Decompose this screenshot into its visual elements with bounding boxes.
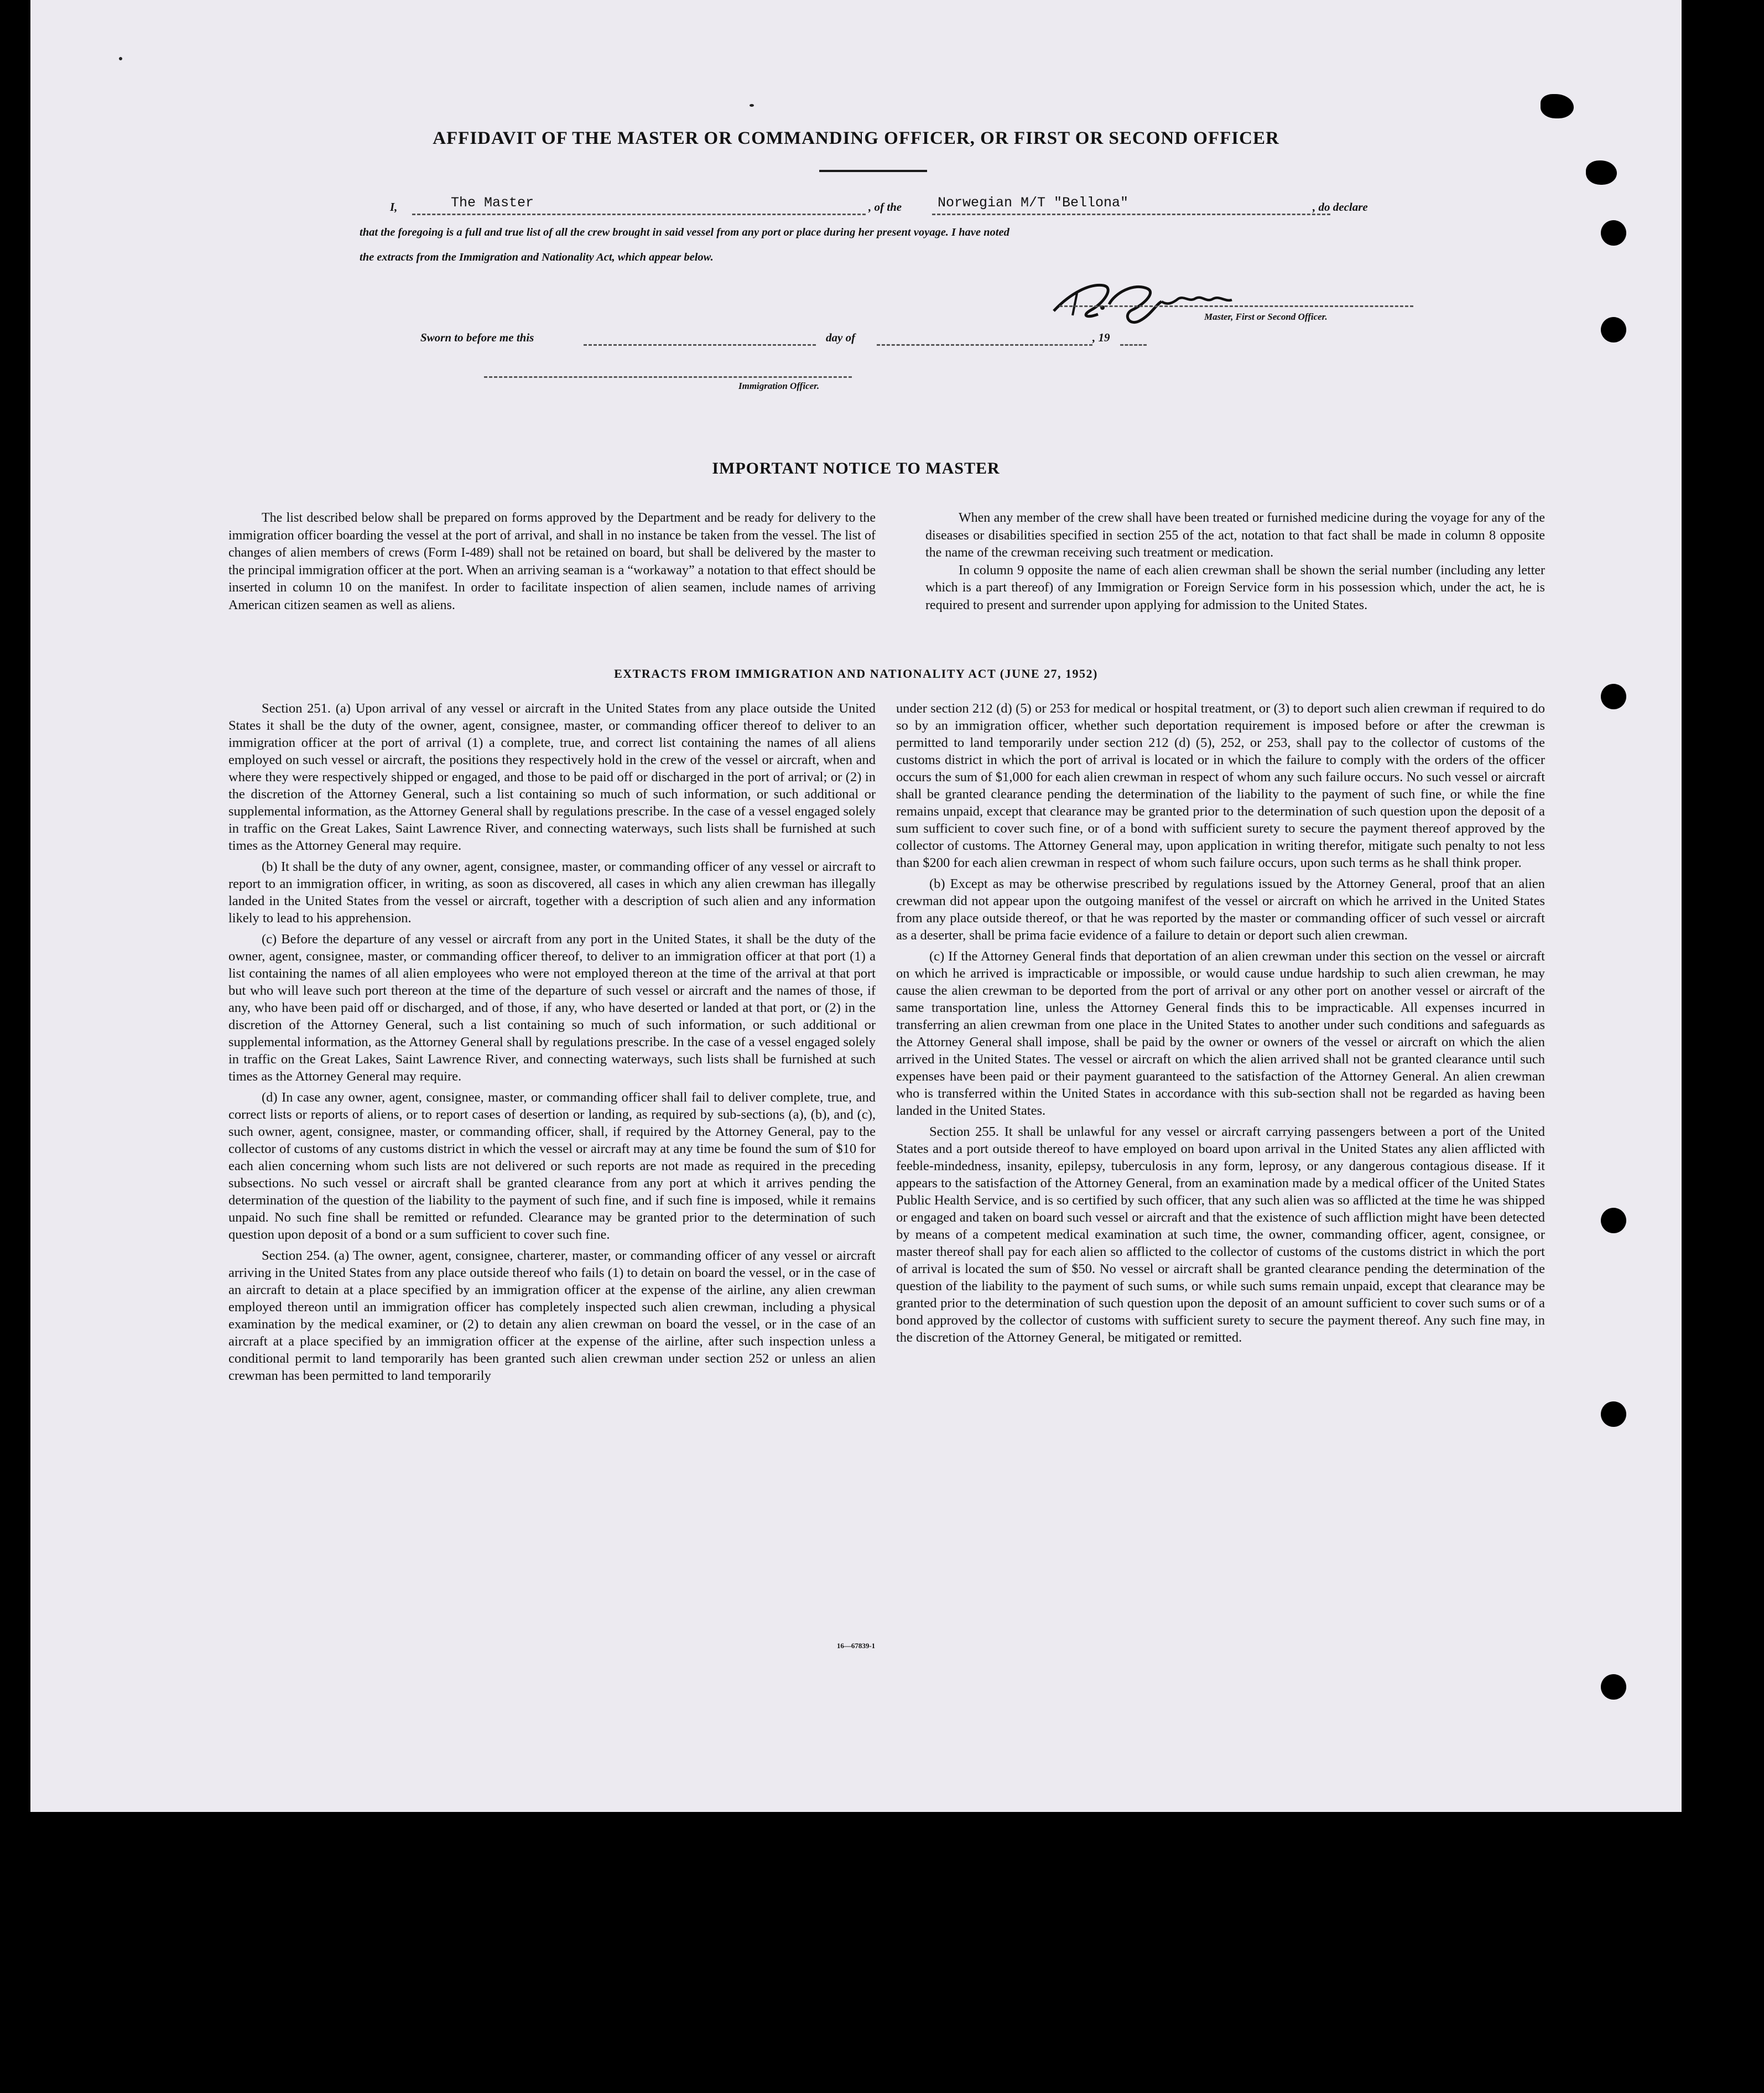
vessel-name-value: Norwegian M/T "Bellona" <box>938 195 1129 211</box>
section-254-a-continued: under section 212 (d) (5) or 253 for medical or hospital treatment, or (3) to deport such alien crewman if required to do so by an immigration officer, whether such deportation requirement is imposed before or after the crewman is permitted to land temporarily under section 212 (d) (5), 252, or 253, shall pay to the collector of customs of the customs district in which the port of arrival is located or in which the failure to comply with the orders of the officer occurs the sum of $1,000 for each alien crewman in respect of whom any such failure occurs. No such vessel or aircraft shall be granted clearance pending the determination of the liability to the payment of such fine, or while the fine remains unpaid, except that clearance may be granted prior to the determination of such question upon the deposit of a sum sufficient to cover such fine, or of a bond with sufficient surety to secure the payment thereof approved by the collector of customs. The Attorney General may, upon application in writing therefor, mitigate such penalty to not less than $200 for each alien crewman in respect of whom such failure occurs, upon such terms as he shall think proper. <box>896 701 1545 870</box>
declaration-line-3: the extracts from the Immigration and Nationality Act, which appear below. <box>360 251 714 263</box>
master-name-field-line <box>412 214 866 215</box>
of-the-label: , of the <box>868 200 902 214</box>
hole-punch <box>1601 1401 1626 1427</box>
section-251-c: (c) Before the departure of any vessel or aircraft from any port in the United States, it shall be the duty of the owner, agent, consignee, master, or commanding officer thereof, to deliver to an immigration officer at that port (1) a list containing the names of all alien employees who were not employed thereon at the time of the arrival at that port but who will leave such port thereon at the time of the departure of such vessel or aircraft and the names of those, if any, who have been paid off or discharged, and of those, if any, who have deserted or landed at that port, or (2) in the discretion of the Attorney General, such a list containing so much of such information, or such additional or supplemental information, as the Attorney General shall by regulations prescribe. In the case of a vessel engaged solely in traffic on the Great Lakes, Saint Lawrence River, and connecting waterways, such lists shall be furnished at such times as the Attorney General may require. <box>228 932 876 1084</box>
section-254-b: (b) Except as may be otherwise prescribed by regulations issued by the Attorney General, proof that an alien crewman did not appear upon the outgoing manifest of the vessel or aircraft on which he arrived in the United States from any place outside thereof, or that he was reported by the master or commanding officer of such vessel or aircraft as a deserter, shall be prima facie evidence of a failure to detain or deport such alien crewman. <box>896 876 1545 943</box>
hole-punch <box>1541 94 1574 118</box>
hole-punch <box>1586 160 1617 185</box>
year-prefix: , 19 <box>1092 331 1110 344</box>
declaration-line-2: that the foregoing is a full and true list of all the crew brought in said vessel from any port or place during her present voyage. I have noted <box>360 226 1010 238</box>
notice-left-paragraph: The list described below shall be prepared on forms approved by the Department and be ready for delivery to the immigration officer boarding the vessel at the port of arrival, and shall in no instance be taken from the vessel. The list of changes of alien members of crews (Form I-489) shall not be retained on board, but shall be delivered by the master to the principal immigration officer at the port. When an arriving seaman is a “workaway” a notation to that effect should be inserted in column 10 on the manifest. In order to facilitate inspection of alien seamen, include names of arriving American citizen seamen as well as aliens. <box>228 511 876 612</box>
extracts-title: EXTRACTS FROM IMMIGRATION AND NATIONALITY ACT (JUNE 27, 1952) <box>614 667 1098 681</box>
document-sheet <box>30 0 1682 1812</box>
sworn-day-field-line <box>584 344 816 346</box>
day-of-label: day of <box>826 331 856 344</box>
immigration-officer-caption: Immigration Officer. <box>738 381 820 391</box>
section-255: Section 255. It shall be unlawful for any vessel or aircraft carrying passengers between a port of the United States and a port outside thereof to have employed on board upon arrival in the United States any alien afflicted with feeble-mindedness, insanity, epilepsy, tuberculosis in any form, leprosy, or any dangerous contagious disease. If it appears to the satisfaction of the Attorney General, from an examination made by a medical officer of the United States Public Health Service, and is so certified by such officer, that any such alien was so afflicted at the time he was shipped or engaged and taken on board such vessel or aircraft and that the existence of such affliction might have been detected by means of a competent medical examination at such time, the owner, commanding officer, agent, consignee, or master thereof shall pay for each alien so afflicted to the collector of customs of the customs district in which the port of arrival is located the sum of $50. No vessel or aircraft shall be granted clearance pending the determination of the question of the liability to the payment of such sums, or while such sums remain unpaid, except that clearance may be granted prior to the determination of such question upon the deposit of an amount sufficient to cover such sums or of a bond approved by the collector of customs with sufficient surety to secure the payment thereof. Any such fine may, in the discretion of the Attorney General, be mitigated or remitted. <box>896 1124 1545 1345</box>
section-254-c: (c) If the Attorney General finds that deportation of an alien crewman under this section on the vessel or aircraft on which he arrived is impracticable or impossible, or would cause undue hardship to such alien crewman, he may cause the alien crewman to be deported from the port of arrival or any other port on another vessel or aircraft of the same transportation line, unless the Attorney General finds this to be impracticable. All expenses incurred in transferring an alien crewman from one place in the United States to another under such conditions and safeguards as the Attorney General shall impose, shall be paid by the owner or owners of the vessel or aircraft on which the alien arrived in the United States. The vessel or aircraft on which the alien arrived shall not be granted clearance until such expenses have been paid or their payment guaranteed to the satisfaction of the Attorney General. An alien crewman who is transferred within the United States in accordance with this sub-section shall not be regarded as having been landed in the United States. <box>896 949 1545 1118</box>
notice-right-column <box>925 510 1545 614</box>
section-251-d: (d) In case any owner, agent, consignee, master, or commanding officer shall fail to deliver complete, true, and correct lists or reports of aliens, or to report cases of desertion or landing, as required by sub-sections (a), (b), and (c), such owner, agent, consignee, master, or commanding officer, shall, if required by the Attorney General, pay to the collector of customs of any customs district in which the vessel or aircraft may at any time be found the sum of $10 for each alien concerning whom such lists are not delivered or such reports are not made as required in the preceding subsections. No such vessel or aircraft shall be granted clearance from any port at which it arrives pending the determination of the question of the liability to the payment of such fine, and if such fine is imposed, while it remains unpaid. No such fine shall be remitted or refunded. Clearance may be granted prior to the determination of such question upon deposit of a bond or a sum sufficient to cover such fine. <box>228 1090 876 1242</box>
vessel-name-field-line <box>932 214 1330 215</box>
section-254-a: Section 254. (a) The owner, agent, consignee, charterer, master, or commanding officer of any vessel or aircraft arriving in the United States from any place outside thereof who fails (1) to detain on board the vessel, or in the case of an aircraft to detain at a place specified by an immigration officer at the expense of the airline, any alien crewman employed thereon until an immigration officer has completely inspected such alien crewman, including a physical examination by the medical examiner, or (2) to detain any alien crewman on board the vessel, or in the case of an aircraft at a place specified by an immigration officer at the expense of the airline, after such inspection unless a conditional permit to land temporarily has been granted such alien crewman under section 252 or unless an alien crewman has been permitted to land temporarily <box>228 1248 876 1383</box>
extracts-right-column <box>896 700 1545 1350</box>
do-declare-label: , do declare <box>1313 200 1368 214</box>
extracts-left-column <box>228 700 876 1388</box>
signature-field-line <box>1059 305 1413 307</box>
hole-punch <box>1601 1674 1626 1700</box>
sworn-month-field-line <box>877 344 1092 346</box>
line1-prefix: I, <box>390 200 398 214</box>
hole-punch <box>1601 684 1626 709</box>
notice-left-column <box>228 510 876 614</box>
scan-speck <box>750 104 754 107</box>
sworn-year-field-line <box>1120 344 1147 346</box>
sworn-prefix: Sworn to before me this <box>420 331 534 344</box>
hole-punch <box>1601 1208 1626 1233</box>
signature-caption: Master, First or Second Officer. <box>1204 311 1328 322</box>
master-signature <box>1037 271 1292 332</box>
hole-punch <box>1601 317 1626 342</box>
notice-right-paragraph-1: When any member of the crew shall have been treated or furnished medicine during the voyage for any of the diseases or disabilities specified in section 255 of the act, notation to that fact shall be made in column 8 opposite the name of the crewman receiving such treatment or medication. <box>925 511 1545 560</box>
hole-punch <box>1601 220 1626 246</box>
master-name-value: The Master <box>451 195 534 211</box>
affidavit-title: AFFIDAVIT OF THE MASTER OR COMMANDING OFFICER, OR FIRST OR SECOND OFFICER <box>433 128 1279 148</box>
notice-right-paragraph-2: In column 9 opposite the name of each alien crewman shall be shown the serial number (including any letter which is a part thereof) of any Immigration or Foreign Service form in his possession which, under the act, he is required to present and surrender upon applying for admission to the United States. <box>925 563 1545 612</box>
section-251-a: Section 251. (a) Upon arrival of any vessel or aircraft in the United States from any place outside the United States it shall be the duty of the owner, agent, consignee, master, or commanding officer thereof to deliver to an immigration officer at the port of arrival (1) a complete, true, and correct list containing the names of all aliens employed on such vessel or aircraft, the positions they respectively hold in the crew of the vessel or aircraft, when and where they were respectively shipped or engaged, and those to be paid off or discharged in the port of arrival; or (2) in the discretion of the Attorney General, such a list containing so much of such information, or such additional or supplemental information, as the Attorney General shall by regulations prescribe. In the case of a vessel engaged solely in traffic on the Great Lakes, Saint Lawrence River, and connecting waterways, such lists shall be furnished at such times as the Attorney General may require. <box>228 701 876 853</box>
immigration-officer-field-line <box>484 376 852 378</box>
form-code: 16—67839-1 <box>836 1642 876 1650</box>
scan-speck <box>119 57 122 60</box>
section-251-b: (b) It shall be the duty of any owner, agent, consignee, master, or commanding officer of any vessel or aircraft to report to an immigration officer, in writing, as soon as discovered, all cases in which any alien crewman has illegally landed in the United States from the vessel or aircraft, together with a description of such alien and any information likely to lead to his apprehension. <box>228 859 876 926</box>
title-divider <box>819 170 927 172</box>
notice-title: IMPORTANT NOTICE TO MASTER <box>712 459 1000 477</box>
